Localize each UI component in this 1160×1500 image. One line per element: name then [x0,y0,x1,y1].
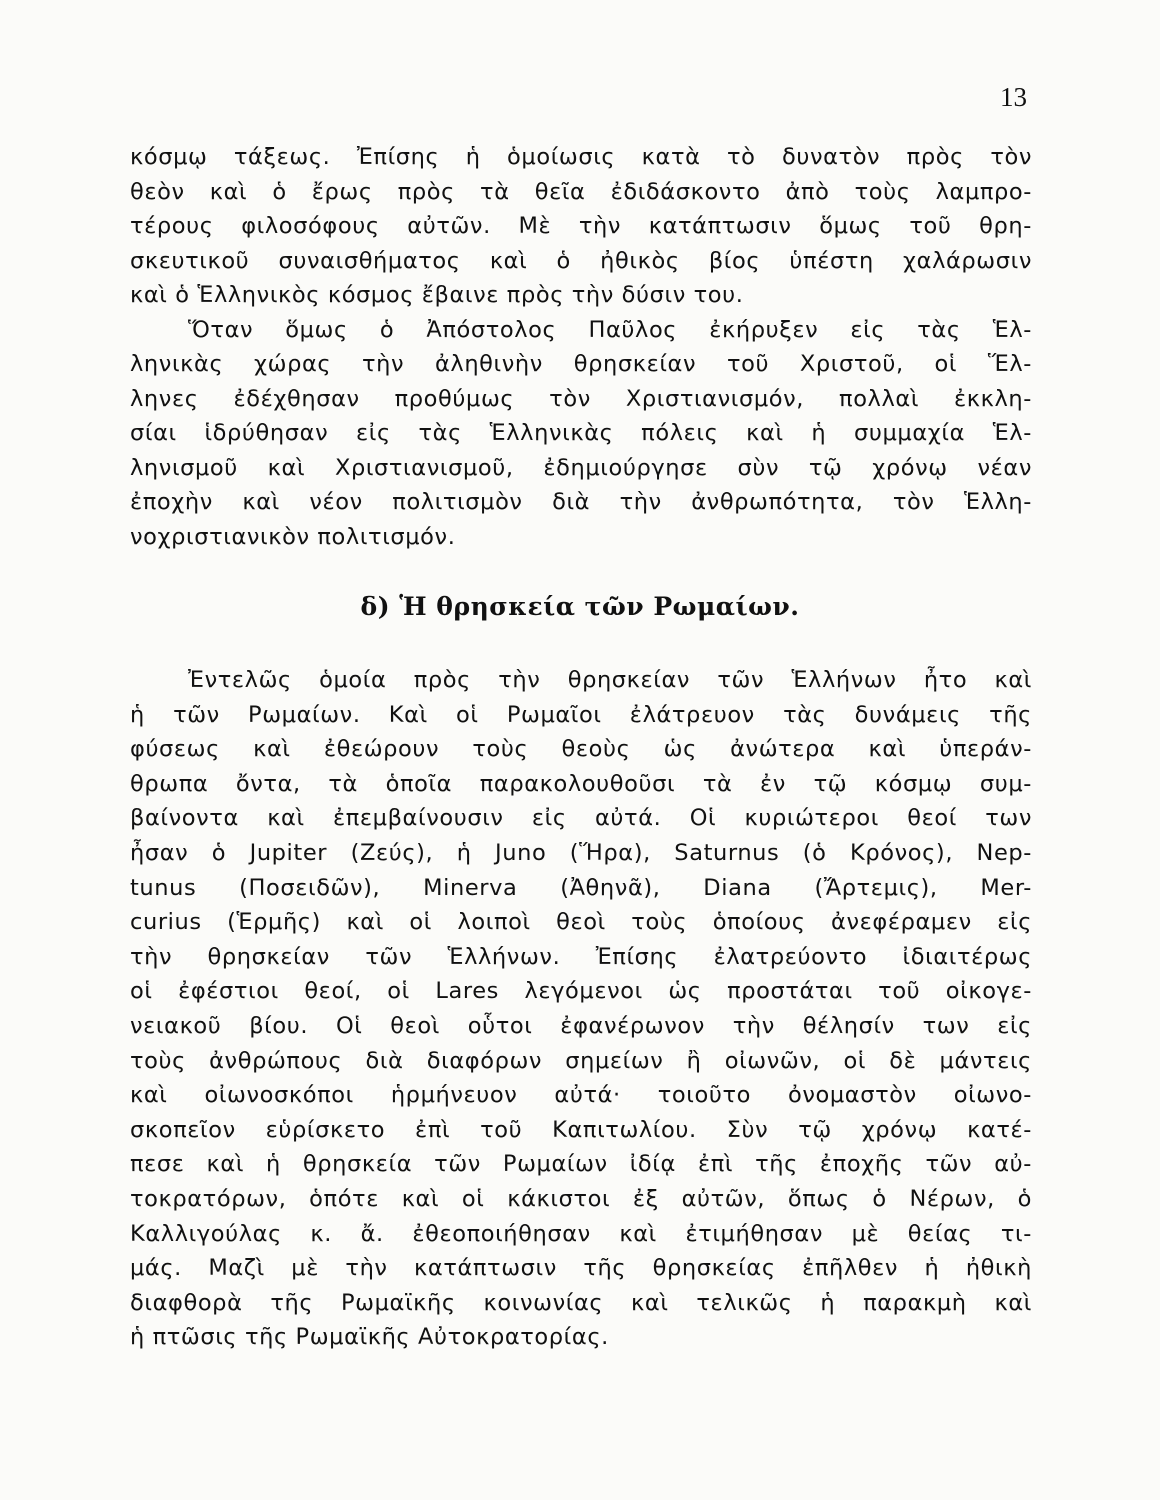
text-line: βαίνοντα καὶ ἐπεμβαίνουσιν εἰς αὐτά. Οἱ κυριώτεροι θεοί των [130,805,1032,832]
text-line: καὶ ὁ Ἑλληνικὸς κόσμος ἔβαινε πρὸς τὴν δύσιν του. [130,282,744,308]
text-line: ληνες ἐδέχθησαν προθύμως τὸν Χριστιανισμόν, πολλαὶ ἐκκλη- [130,385,1032,412]
text-line: νοχριστιανικὸν πολιτισμόν. [130,523,456,550]
text-line: τοκρατόρων, ὁπότε καὶ οἱ κάκιστοι ἐξ αὐτῶν, ὅπως ὁ Νέρων, ὁ [130,1185,1032,1212]
text-line: τέρους φιλοσόφους αὐτῶν. Μὲ τὴν κατάπτωσιν ὅμως τοῦ θρη- [130,213,1032,239]
text-line: πεσε καὶ ἡ θρησκεία τῶν Ρωμαίων ἰδίᾳ ἐπὶ τῆς ἐποχῆς τῶν αὐ- [130,1151,1032,1178]
text-line: οἱ ἐφέστιοι θεοί, οἱ Lares λεγόμενοι ὡς προστάται τοῦ οἰκογε- [130,978,1032,1005]
text-line: curius (Ἑρμῆς) καὶ οἱ λοιποὶ θεοὶ τοὺς ὁποίους ἀνεφέραμεν εἰς [130,909,1032,936]
text-line: Ἐντελῶς ὁμοία πρὸς τὴν θρησκείαν τῶν Ἑλλήνων ἦτο καὶ [188,667,1032,693]
text-line: τὴν θρησκείαν τῶν Ἑλλήνων. Ἐπίσης ἐλατρεύοντο ἰδιαιτέρως [130,943,1032,970]
text-line: μάς. Μαζὶ μὲ τὴν κατάπτωσιν τῆς θρησκείας ἐπῆλθεν ἡ ἠθικὴ [130,1255,1032,1282]
text-line: θεὸν καὶ ὁ ἔρως πρὸς τὰ θεῖα ἐδιδάσκοντο ἀπὸ τοὺς λαμπρο- [130,178,1032,205]
text-line: διαφθορὰ τῆς Ρωμαϊκῆς κοινωνίας καὶ τελικῶς ἡ παρακμὴ καὶ [130,1289,1032,1316]
section-heading: δ) Ἡ θρησκεία τῶν Ρωμαίων. [360,592,800,621]
text-line: τοὺς ἀνθρώπους διὰ διαφόρων σημείων ἢ οἰωνῶν, οἱ δὲ μάντεις [130,1047,1032,1074]
text-line: ἡ τῶν Ρωμαίων. Καὶ οἱ Ρωμαῖοι ἐλάτρευον τὰς δυνάμεις τῆς [130,701,1032,728]
page-number: 13 [1000,82,1027,112]
text-line: καὶ οἰωνοσκόποι ἡρμήνευον αὐτά· τοιοῦτο ὀνομαστὸν οἰωνο- [130,1082,1032,1109]
text-line: ἐποχὴν καὶ νέον πολιτισμὸν διὰ τὴν ἀνθρωπότητα, τὸν Ἑλλη- [130,489,1032,515]
text-line: θρωπα ὄντα, τὰ ὁποῖα παρακολουθοῦσι τὰ ἐν τῷ κόσμῳ συμ- [130,770,1032,797]
text-line: σκοπεῖον εὑρίσκετο ἐπὶ τοῦ Καπιτωλίου. Σὺν τῷ χρόνῳ κατέ- [130,1116,1032,1143]
text-line: σίαι ἱδρύθησαν εἰς τὰς Ἑλληνικὰς πόλεις καὶ ἡ συμμαχία Ἑλ- [130,420,1032,446]
paragraph-roman-religion [130,663,1032,1355]
text-line: Καλλιγούλας κ. ἄ. ἐθεοποιήθησαν καὶ ἐτιμήθησαν μὲ θείας τι- [130,1220,1032,1247]
text-line: ἦσαν ὁ Jupiter (Ζεύς), ἡ Juno (Ἥρα), Saturnus (ὁ Κρόνος), Nep- [130,839,1032,866]
paragraph-continuation [130,140,1032,313]
text-line: tunus (Ποσειδῶν), Minerva (Ἀθηνᾶ), Diana (Ἄρτεμις), Mer- [130,874,1032,901]
text-line: κόσμῳ τάξεως. Ἐπίσης ἡ ὁμοίωσις κατὰ τὸ δυνατὸν πρὸς τὸν [130,144,1032,170]
text-line: φύσεως καὶ ἐθεώρουν τοὺς θεοὺς ὡς ἀνώτερα καὶ ὑπεράν- [130,736,1032,763]
text-line: ληνισμοῦ καὶ Χριστιανισμοῦ, ἐδημιούργησε σὺν τῷ χρόνῳ νέαν [130,454,1032,481]
paragraph-apostle-paul [130,313,1032,555]
text-line: νειακοῦ βίου. Οἱ θεοὶ οὗτοι ἐφανέρωνον τὴν θέλησίν των εἰς [130,1012,1032,1039]
text-line: Ὅταν ὅμως ὁ Ἀπόστολος Παῦλος ἐκήρυξεν εἰς τὰς Ἑλ- [188,316,1032,343]
text-line: ληνικὰς χώρας τὴν ἀληθινὴν θρησκείαν τοῦ Χριστοῦ, οἱ Ἕλ- [130,351,1032,377]
top-paragraphs [130,140,1032,554]
text-line: ἡ πτῶσις τῆς Ρωμαϊκῆς Αὐτοκρατορίας. [130,1324,609,1351]
text-line: σκευτικοῦ συναισθήματος καὶ ὁ ἠθικὸς βίος ὑπέστη χαλάρωσιν [130,247,1032,274]
